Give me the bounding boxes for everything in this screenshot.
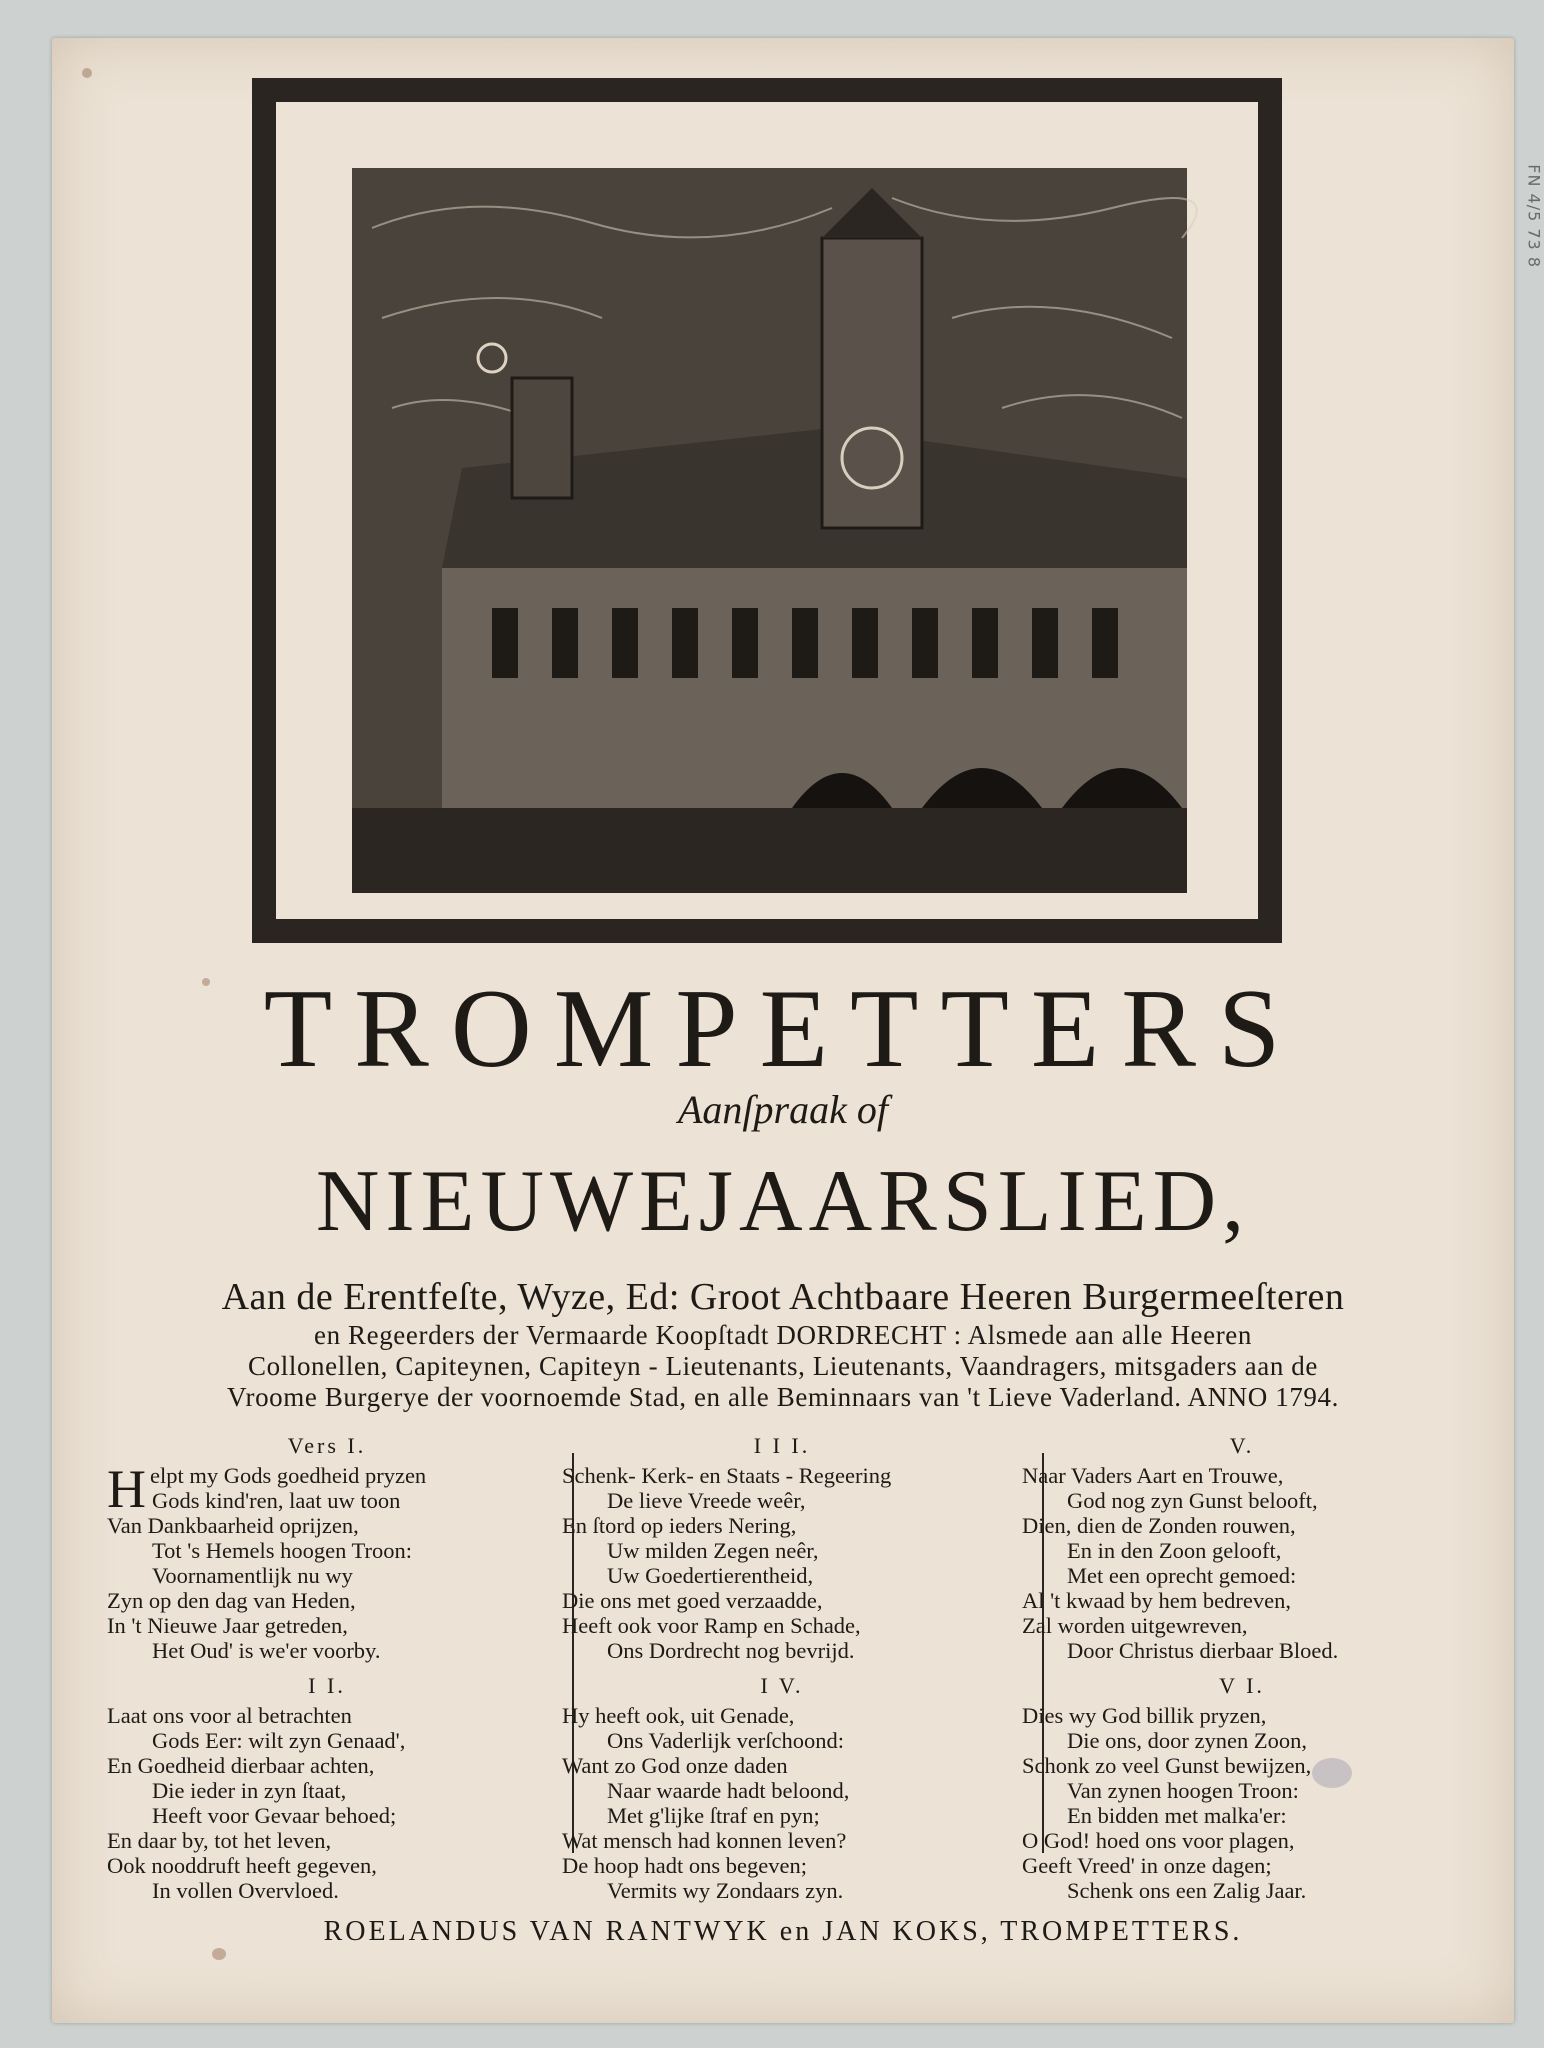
verse-line: Schonk zo veel Gunst bewijzen, <box>1022 1753 1312 1778</box>
verse-line: Gods Eer: wilt zyn Genaad', <box>152 1728 406 1753</box>
verse-line: Al 't kwaad by hem bedreven, <box>1022 1588 1291 1613</box>
verse-1 <box>107 1459 547 1663</box>
secondary-title: NIEUWEJAARSLIED, <box>315 1153 1251 1250</box>
verse-line: Voornamentlijk nu wy <box>152 1563 353 1588</box>
verse-line: Met een oprecht gemoed: <box>1067 1563 1297 1588</box>
foxing-spot <box>212 1948 226 1960</box>
verse-line: Gods kind'ren, laat uw toon <box>152 1488 401 1513</box>
address-line: en Regeerders der Vermaarde Koopſtadt DORDRECHT : Alsmede aan alle Heeren <box>313 1319 1252 1350</box>
verse-line: Van zynen hoogen Troon: <box>1067 1778 1299 1803</box>
verse-line: God nog zyn Gunst belooft, <box>1067 1488 1318 1513</box>
verse-column-3 <box>1022 1433 1462 1913</box>
verse-line: Naar Vaders Aart en Trouwe, <box>1022 1463 1284 1488</box>
verse-line: elpt my Gods goedheid pryzen <box>150 1463 427 1488</box>
verse-line: O God! hoed ons voor plagen, <box>1022 1828 1295 1853</box>
verse-line: Ons Vaderlijk verſchoond: <box>607 1728 845 1753</box>
verse-line: Dien, dien de Zonden rouwen, <box>1022 1513 1296 1538</box>
verse-line: Dies wy God billik pryzen, <box>1022 1703 1267 1728</box>
verse-heading: Vers I. <box>287 1433 367 1458</box>
verse-line: In vollen Overvloed. <box>152 1878 339 1903</box>
verse-heading: I V. <box>760 1673 804 1698</box>
verse-line: Uw Goedertierentheid, <box>607 1563 814 1588</box>
verse-line: Ons Dordrecht nog bevrijd. <box>607 1638 855 1663</box>
verse-line: Heeft voor Gevaar behoed; <box>152 1803 397 1828</box>
verse-line: Geeft Vreed' in onze dagen; <box>1022 1853 1272 1878</box>
verse-heading: V I. <box>1219 1673 1265 1698</box>
verse-line: Die ons, door zynen Zoon, <box>1067 1728 1307 1753</box>
address-line: Aan de Erentfeſte, Wyze, Ed: Groot Achtbaare Heeren Burgermeeſteren <box>221 1276 1345 1318</box>
verse-line: Van Dankbaarheid oprijzen, <box>107 1513 359 1538</box>
archive-margin-note: FN 4/5 73 8 <box>1525 164 1544 268</box>
verse-line: Vermits wy Zondaars zyn. <box>607 1878 844 1903</box>
verse-6 <box>1022 1703 1462 1903</box>
verse-line: Die ieder in zyn ſtaat, <box>152 1778 347 1803</box>
verse-line: En daar by, tot het leven, <box>107 1828 332 1853</box>
verse-heading: I I. <box>308 1673 346 1698</box>
verse-line: Die ons met goed verzaadde, <box>562 1588 823 1613</box>
address-line: Collonellen, Capiteynen, Capiteyn - Lieutenants, Lieutenants, Vaandragers, mitsgaders aan de <box>248 1350 1318 1381</box>
verse-line: Schenk- Kerk- en Staats - Regeering <box>562 1463 892 1488</box>
verse-line: Heeft ook voor Ramp en Schade, <box>562 1613 861 1638</box>
verse-column-2 <box>562 1433 1002 1913</box>
verse-line: En bidden met malka'er: <box>1067 1803 1287 1828</box>
verse-line: En in den Zoon gelooft, <box>1067 1538 1282 1563</box>
verse-line: De hoop hadt ons begeven; <box>562 1853 807 1878</box>
verse-line: Met g'lijke ſtraf en pyn; <box>607 1803 820 1828</box>
woodcut-illustration <box>352 168 1187 893</box>
town-hall-woodcut-icon <box>352 168 1187 893</box>
verse-5 <box>1022 1463 1462 1663</box>
dedication-address <box>112 1276 1454 1413</box>
verse-line: Zal worden uitgewreven, <box>1022 1613 1248 1638</box>
verse-column-1 <box>107 1433 547 1913</box>
verse-line: Zyn op den dag van Heden, <box>107 1588 356 1613</box>
verse-line: Tot 's Hemels hoogen Troon: <box>152 1538 412 1563</box>
broadsheet-page <box>52 38 1544 2023</box>
verse-line: In 't Nieuwe Jaar getreden, <box>107 1613 348 1638</box>
verse-line: Schenk ons een Zalig Jaar. <box>1067 1878 1307 1903</box>
verse-line: Laat ons voor al betrachten <box>107 1703 352 1728</box>
main-title: TROMPETTERS <box>263 967 1303 1091</box>
verse-line: En Goedheid dierbaar achten, <box>107 1753 375 1778</box>
verse-4 <box>562 1703 1002 1903</box>
foxing-spot <box>82 68 92 78</box>
verse-line: De lieve Vreede weêr, <box>607 1488 806 1513</box>
verse-line: Door Christus dierbaar Bloed. <box>1067 1638 1339 1663</box>
address-line: Vroome Burgerye der voornoemde Stad, en alle Beminnaars van 't Lieve Vaderland. ANNO 1794. <box>227 1381 1339 1412</box>
drop-cap: H <box>107 1459 146 1519</box>
verse-heading: I I I. <box>753 1433 811 1458</box>
verse-3 <box>562 1463 1002 1663</box>
verse-line: Hy heeft ook, uit Genade, <box>562 1703 795 1728</box>
verse-2 <box>107 1703 547 1903</box>
verse-line: Want zo God onze daden <box>562 1753 788 1778</box>
verse-line: Naar waarde hadt beloond, <box>607 1778 850 1803</box>
signature-line: ROELANDUS VAN RANTWYK en JAN KOKS, TROMPETTERS. <box>323 1916 1243 1947</box>
verse-line: Het Oud' is we'er voorby. <box>152 1638 381 1663</box>
verse-line: Ook nooddruft heeft gegeven, <box>107 1853 377 1878</box>
verse-heading: V. <box>1229 1433 1255 1458</box>
verse-line: Wat mensch had konnen leven? <box>562 1828 847 1853</box>
subtitle-italic: Aanſpraak of <box>678 1087 888 1132</box>
verse-columns <box>107 1433 1457 1903</box>
verse-line: En ſtord op ieders Nering, <box>562 1513 797 1538</box>
verse-line: Uw milden Zegen neêr, <box>607 1538 819 1563</box>
